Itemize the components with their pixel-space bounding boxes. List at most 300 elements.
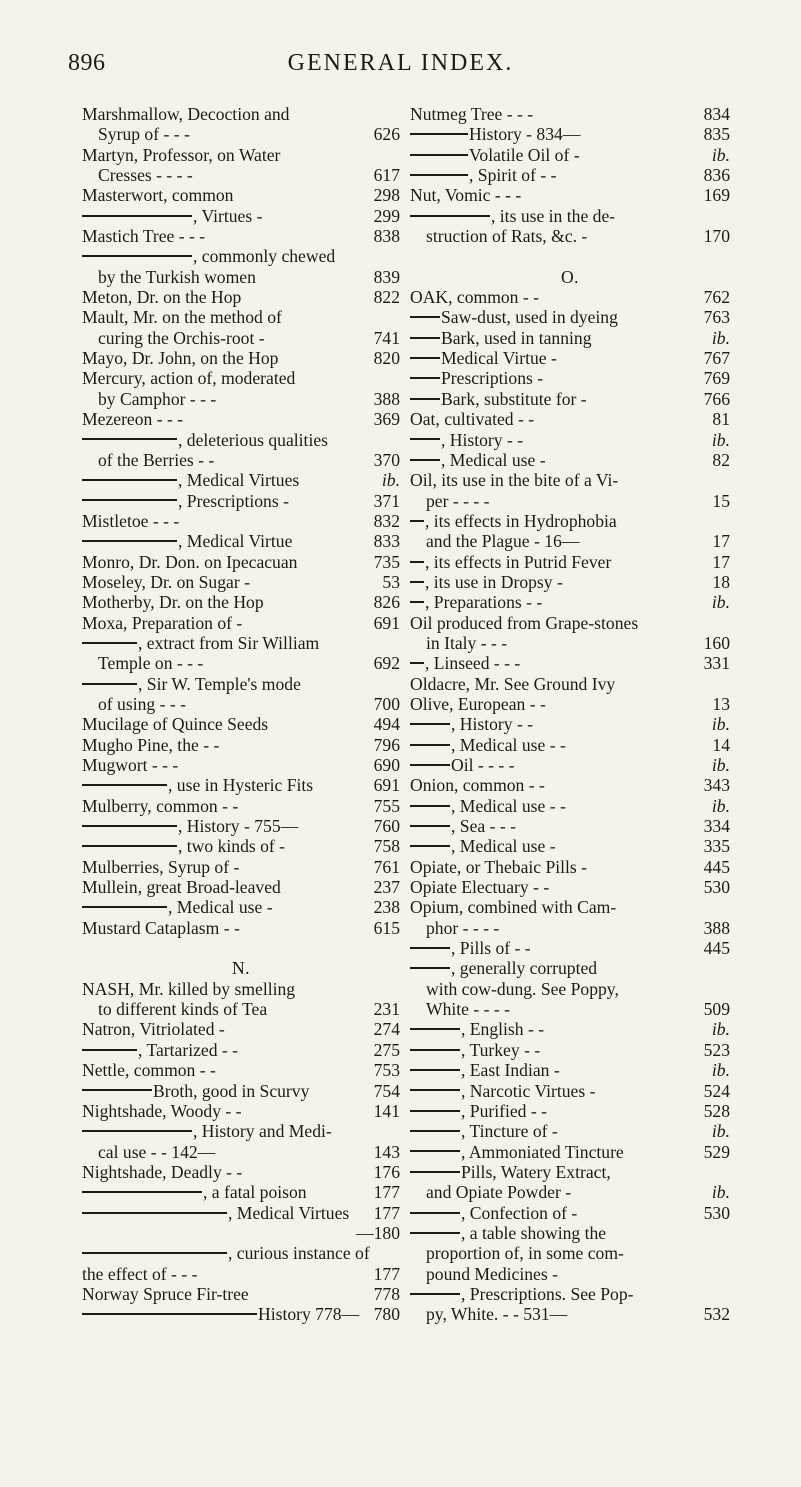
index-entry [410, 552, 730, 572]
index-entry [82, 816, 400, 836]
index-entry [410, 226, 730, 246]
index-entry [82, 958, 400, 978]
index-entry [410, 185, 730, 205]
entry-label: , Medical Virtues [228, 1202, 350, 1223]
index-entry [410, 511, 730, 531]
entry-label: per - - - - [426, 490, 490, 511]
index-entry [82, 1019, 400, 1039]
ditto-rule [410, 845, 450, 847]
entry-label: , English - - [461, 1019, 545, 1040]
ditto-rule [410, 215, 490, 217]
entry-text [410, 287, 539, 307]
index-entry [410, 958, 730, 978]
index-entry [410, 124, 730, 144]
index-entry [82, 1182, 400, 1202]
entry-text [82, 857, 239, 877]
entry-text [410, 653, 520, 673]
entry-text [410, 735, 566, 755]
page-reference: 758 [373, 836, 400, 857]
entry-text [82, 1284, 249, 1304]
ditto-rule [82, 479, 177, 481]
entry-label: phor - - - - [426, 917, 500, 938]
entry-label: , History - - [441, 429, 524, 450]
entry-label: Oldacre, Mr. See Ground Ivy [410, 673, 616, 694]
page-reference: 617 [373, 165, 400, 186]
ditto-rule [82, 1252, 227, 1254]
entry-label: Mistletoe - - - [82, 510, 180, 531]
index-entry [82, 592, 400, 612]
index-entry [410, 1040, 730, 1060]
entry-text [82, 1304, 359, 1324]
entry-text [410, 1203, 577, 1223]
entry-label: Mucilage of Quince Seeds [82, 714, 269, 735]
page-reference: 298 [373, 185, 400, 206]
page-reference: —180 [356, 1222, 400, 1243]
entry-label: , History and Medi- [193, 1121, 332, 1142]
entry-label: Oat, cultivated - - [410, 409, 535, 430]
page-reference: 741 [373, 327, 400, 348]
index-entry [410, 165, 730, 185]
page-reference: 170 [703, 226, 730, 247]
entry-text [426, 633, 507, 653]
entry-label: White - - - - [426, 999, 511, 1020]
page-reference: 767 [703, 348, 730, 369]
ditto-rule [410, 1171, 460, 1173]
entry-text [82, 755, 178, 775]
entry-text [82, 470, 299, 490]
entry-text [82, 552, 297, 572]
entry-text [410, 714, 533, 734]
page-reference: 836 [703, 165, 730, 186]
page-reference: 274 [373, 1019, 400, 1040]
entry-label: , Preparations - - [425, 592, 543, 613]
entry-label: Oil produced from Grape-stones [410, 612, 639, 633]
entry-label: Opiate Electuary - - [410, 877, 550, 898]
entry-label: , a fatal poison [203, 1182, 307, 1203]
entry-text [82, 511, 179, 531]
entry-text [410, 674, 615, 694]
index-entry [82, 470, 400, 490]
entry-label: Mugho Pine, the - - [82, 734, 220, 755]
entry-text [82, 1203, 349, 1223]
index-entry [82, 633, 400, 653]
page-reference: 766 [703, 388, 730, 409]
entry-text [410, 816, 516, 836]
entry-text [82, 1162, 242, 1182]
entry-text [410, 1284, 634, 1304]
entry-label: History 778— [258, 1304, 360, 1325]
entry-text [410, 104, 533, 124]
page-reference: 177 [373, 1202, 400, 1223]
index-entry [410, 1284, 730, 1304]
entry-text [82, 633, 319, 653]
ditto-rule [410, 398, 440, 400]
entry-label: , Medical use - - [451, 795, 566, 816]
page-reference: 700 [373, 693, 400, 714]
ditto-rule [410, 357, 440, 359]
entry-label: , Medical use - [441, 449, 546, 470]
page-reference: 822 [373, 287, 400, 308]
entry-label: Oil, its use in the bite of a Vi- [410, 470, 619, 491]
entry-text [82, 104, 289, 124]
ditto-rule [82, 784, 167, 786]
entry-text [82, 368, 295, 388]
entry-label: , its effects in Hydrophobia [425, 510, 617, 531]
entry-label: , two kinds of - [178, 836, 286, 857]
ditto-rule [82, 1089, 152, 1091]
index-entry [82, 775, 400, 795]
entry-label: , Sir W. Temple's mode [138, 673, 301, 694]
entry-text [410, 206, 615, 226]
entry-text [82, 836, 285, 856]
index-entry [410, 389, 730, 409]
index-entry [82, 1223, 400, 1243]
entry-label: and the Plague - 16— [426, 531, 580, 552]
index-entry [82, 735, 400, 755]
ditto-rule [410, 1293, 460, 1295]
page-reference: 796 [373, 734, 400, 755]
page-reference: 735 [373, 551, 400, 572]
entry-label: , extract from Sir William [138, 632, 320, 653]
entry-label: , Turkey - - [461, 1039, 541, 1060]
entry-text [410, 389, 587, 409]
index-entry [82, 185, 400, 205]
ditto-rule [82, 215, 192, 217]
entry-text [82, 145, 280, 165]
page-reference: 833 [373, 531, 400, 552]
entry-label: cal use - - 142— [98, 1141, 216, 1162]
entry-label: Nettle, common - - [82, 1060, 216, 1081]
entry-text [82, 430, 328, 450]
ditto-rule [410, 967, 450, 969]
entry-label: and Opiate Powder - [426, 1182, 572, 1203]
entry-text [410, 1081, 595, 1101]
index-entry [82, 1264, 400, 1284]
index-entry [82, 897, 400, 917]
index-entry [410, 430, 730, 450]
page-reference: ib. [711, 1060, 730, 1081]
ditto-rule [410, 438, 440, 440]
ditto-rule [82, 906, 167, 908]
entry-text [410, 958, 597, 978]
index-entry [82, 511, 400, 531]
entry-text [410, 430, 523, 450]
entry-text [82, 1264, 197, 1284]
index-entry [410, 1081, 730, 1101]
page-reference: 529 [703, 1141, 730, 1162]
entry-label: Mercury, action of, moderated [82, 368, 296, 389]
index-entry [82, 1040, 400, 1060]
ditto-rule [82, 683, 137, 685]
ditto-rule [410, 601, 424, 603]
entry-label: , curious instance of [228, 1243, 370, 1264]
entry-label: Temple on - - - [98, 653, 204, 674]
entry-text [82, 491, 289, 511]
entry-text [410, 877, 549, 897]
index-entry [410, 755, 730, 775]
ditto-rule [82, 845, 177, 847]
index-entry [82, 124, 400, 144]
index-entry [410, 1142, 730, 1162]
entry-text [410, 1040, 540, 1060]
entry-text [98, 694, 186, 714]
ditto-rule [410, 174, 468, 176]
page-reference: ib. [711, 429, 730, 450]
page-reference: 780 [373, 1304, 400, 1325]
entry-label: , Tartarized - - [138, 1039, 239, 1060]
entry-text [410, 775, 545, 795]
page-reference: 369 [373, 409, 400, 430]
entry-label: , History - - [451, 714, 534, 735]
page-number: 896 [68, 50, 106, 76]
index-entry [82, 287, 400, 307]
page-reference: 839 [373, 266, 400, 287]
page-reference: 692 [373, 653, 400, 674]
index-entry [82, 1142, 400, 1162]
index-entry [410, 1121, 730, 1141]
index-entry [410, 328, 730, 348]
entry-text [410, 1162, 611, 1182]
ditto-rule [410, 520, 424, 522]
entry-label: , Medical Virtue [178, 531, 293, 552]
entry-text [410, 592, 542, 612]
entry-label: Motherby, Dr. on the Hop [82, 592, 264, 613]
entry-text [410, 857, 587, 877]
entry-text [410, 348, 557, 368]
page-reference: ib. [381, 470, 400, 491]
entry-text [98, 999, 267, 1019]
entry-label: , Pills of - - [451, 938, 531, 959]
page-reference: 755 [373, 795, 400, 816]
index-entry [410, 307, 730, 327]
entry-label: , Ammoniated Tincture [461, 1141, 624, 1162]
entry-text [410, 1142, 624, 1162]
entry-text [82, 714, 268, 734]
entry-text [410, 938, 531, 958]
entry-label: Nut, Vomic - - - [410, 185, 522, 206]
entry-text [410, 409, 534, 429]
entry-text [82, 1040, 238, 1060]
index-entry [410, 897, 730, 917]
ditto-rule [410, 662, 424, 664]
entry-label: , Linseed - - - [425, 653, 521, 674]
index-entry [82, 1284, 400, 1304]
page-reference: 832 [373, 510, 400, 531]
entry-text [82, 1081, 309, 1101]
page-reference: 177 [373, 1182, 400, 1203]
index-entry [410, 694, 730, 714]
ditto-rule [410, 337, 440, 339]
page-reference: 769 [703, 368, 730, 389]
entry-text [82, 979, 295, 999]
page-reference: 334 [703, 816, 730, 837]
entry-text [410, 572, 563, 592]
index-entry [82, 1121, 400, 1141]
entry-text [98, 124, 190, 144]
index-entry [410, 653, 730, 673]
entry-text [410, 124, 580, 144]
entry-label: Nightshade, Woody - - [82, 1100, 242, 1121]
entry-label: Mullein, great Broad-leaved [82, 877, 281, 898]
index-entry [82, 714, 400, 734]
page-reference: 143 [373, 1141, 400, 1162]
entry-label: Opiate, or Thebaic Pills - [410, 856, 588, 877]
index-entry [82, 877, 400, 897]
entry-label: , use in Hysteric Fits [168, 775, 314, 796]
ditto-rule [82, 1212, 227, 1214]
index-entry [82, 918, 400, 938]
index-entry [410, 613, 730, 633]
ditto-rule [410, 1130, 460, 1132]
entry-label: NASH, Mr. killed by smelling [82, 978, 296, 999]
ditto-rule [410, 459, 440, 461]
entry-label: Martyn, Professor, on Water [82, 144, 281, 165]
index-entry [82, 836, 400, 856]
page-reference: 275 [373, 1039, 400, 1060]
index-entry [82, 1203, 400, 1223]
entry-text [410, 450, 546, 470]
page-reference: 14 [712, 734, 730, 755]
entry-label: History - 834— [469, 124, 581, 145]
entry-label: of using - - - [98, 693, 186, 714]
entry-text [410, 511, 617, 531]
entry-text [82, 816, 298, 836]
ditto-rule [410, 1069, 460, 1071]
page-reference: 177 [373, 1263, 400, 1284]
entry-text [426, 918, 499, 938]
entry-label: , Narcotic Virtues - [461, 1080, 596, 1101]
index-entry [82, 938, 400, 958]
entry-label: Broth, good in Scurvy [153, 1080, 310, 1101]
index-entry [410, 714, 730, 734]
entry-text [410, 145, 580, 165]
page-reference: 690 [373, 755, 400, 775]
entry-label: , Purified - - [461, 1100, 547, 1121]
index-entry [82, 1243, 400, 1263]
index-entry [410, 145, 730, 165]
entry-text [410, 613, 638, 633]
page-reference: 754 [373, 1080, 400, 1101]
ditto-rule [82, 540, 177, 542]
index-entry [410, 735, 730, 755]
page-header [0, 50, 801, 90]
ditto-rule [82, 438, 177, 440]
page-reference: 838 [373, 226, 400, 247]
entry-text [82, 877, 281, 897]
ditto-rule [410, 723, 450, 725]
entry-text [82, 918, 240, 938]
entry-label: Opium, combined with Cam- [410, 897, 617, 918]
index-entry [82, 206, 400, 226]
index-entry [410, 267, 730, 287]
entry-label: curing the Orchis-root - [98, 327, 265, 348]
entry-label: by Camphor - - - [98, 388, 217, 409]
index-entry [82, 1101, 400, 1121]
index-entry [410, 1264, 730, 1284]
ditto-rule [410, 154, 468, 156]
entry-text [410, 185, 521, 205]
index-entry [410, 816, 730, 836]
entry-label: , Confection of - [461, 1202, 578, 1223]
entry-text [426, 1304, 567, 1324]
page-reference: 231 [373, 999, 400, 1020]
entry-text [82, 796, 238, 816]
entry-text [410, 1121, 558, 1141]
index-entry [82, 307, 400, 327]
entry-label: the effect of - - - [82, 1263, 198, 1284]
ditto-rule [410, 581, 424, 583]
entry-label: , deleterious qualities [178, 429, 328, 450]
entry-label: by the Turkish women [98, 266, 256, 287]
entry-label: , Spirit of - - [469, 165, 557, 186]
page-reference: 445 [703, 856, 730, 877]
index-entry [410, 450, 730, 470]
entry-label: Pills, Watery Extract, [461, 1161, 611, 1182]
entry-text [426, 1182, 571, 1202]
index-entry [82, 674, 400, 694]
page-reference: 13 [712, 693, 730, 714]
page-reference: 331 [703, 653, 730, 674]
entry-text [82, 185, 233, 205]
ditto-rule [82, 642, 137, 644]
entry-label: py, White. - - 531— [426, 1304, 568, 1325]
entry-label: , its use in Dropsy - [425, 571, 563, 592]
index-entry [82, 653, 400, 673]
entry-label: struction of Rats, &c. - [426, 226, 588, 247]
index-entry [410, 491, 730, 511]
entry-text [426, 531, 579, 551]
entry-label: , History - 755— [178, 816, 299, 837]
index-entry [82, 104, 400, 124]
page-reference: ib. [711, 144, 730, 165]
entry-label: , Medical use - [451, 836, 556, 857]
index-entry [82, 857, 400, 877]
index-entry [410, 877, 730, 897]
entry-text [98, 328, 265, 348]
entry-text [82, 775, 313, 795]
index-entry [82, 1304, 400, 1324]
page-reference: 176 [373, 1161, 400, 1182]
index-entry [82, 368, 400, 388]
index-entry [82, 491, 400, 511]
index-entry [410, 1223, 730, 1243]
page-reference: 82 [712, 449, 730, 470]
index-entry [82, 552, 400, 572]
entry-label: OAK, common - - [410, 287, 539, 308]
page-reference: 160 [703, 632, 730, 653]
page-reference: 762 [703, 287, 730, 308]
entry-text [410, 755, 515, 775]
page-reference: 169 [703, 185, 730, 206]
page-reference: ib. [711, 714, 730, 735]
entry-label: Oil - - - - [451, 755, 515, 775]
page-reference: 524 [703, 1080, 730, 1101]
page-reference: 691 [373, 612, 400, 633]
page-reference: ib. [711, 795, 730, 816]
entry-label: , Prescriptions - [178, 490, 289, 511]
ditto-rule [82, 825, 177, 827]
index-entry [410, 104, 730, 124]
page-reference: 494 [373, 714, 400, 735]
page-reference: 371 [373, 490, 400, 511]
entry-label: Bark, substitute for - [441, 388, 587, 409]
index-entry [410, 1162, 730, 1182]
index-entry [410, 1304, 730, 1324]
index-entry [82, 796, 400, 816]
running-head: GENERAL INDEX. [287, 50, 514, 76]
ditto-rule [410, 744, 450, 746]
entry-text [426, 1243, 624, 1263]
